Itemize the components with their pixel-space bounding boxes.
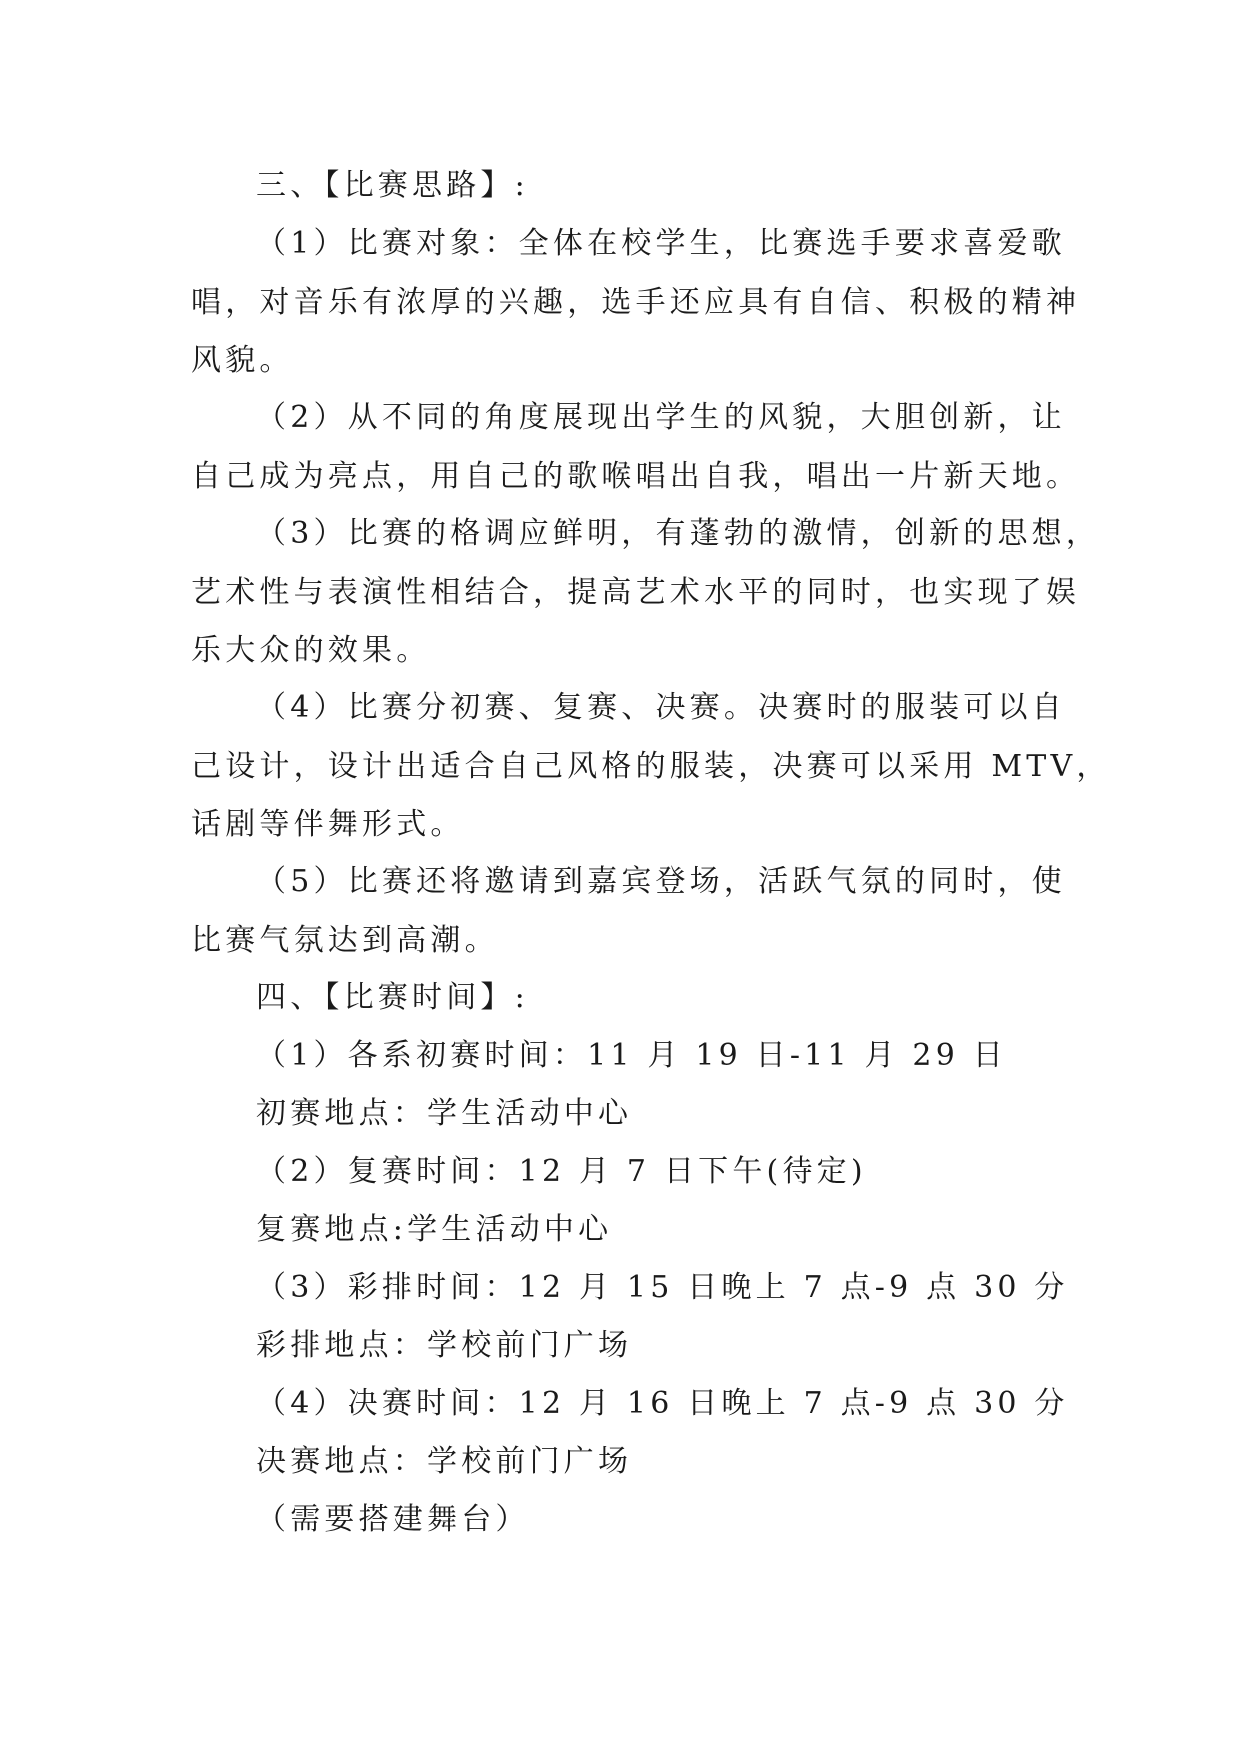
schedule-item-1: （1）各系初赛时间：11 月 19 日-11 月 29 日 bbox=[256, 1038, 1007, 1073]
schedule-item-7: （4）决赛时间：12 月 16 日晚上 7 点-9 点 30 分 bbox=[256, 1386, 1069, 1421]
paragraph-4-line-1: （4）比赛分初赛、复赛、决赛。决赛时的服装可以自 bbox=[256, 690, 1066, 725]
paragraph-2-line-1: （2）从不同的角度展现出学生的风貌，大胆创新，让 bbox=[256, 400, 1066, 435]
paragraph-1-line-3: 风貌。 bbox=[191, 343, 294, 378]
schedule-item-2: 初赛地点：学生活动中心 bbox=[256, 1096, 633, 1131]
paragraph-1-line-2: 唱，对音乐有浓厚的兴趣，选手还应具有自信、积极的精神 bbox=[191, 285, 1081, 320]
paragraph-5-line-2: 比赛气氛达到高潮。 bbox=[191, 923, 499, 958]
paragraph-3-line-3: 乐大众的效果。 bbox=[191, 633, 431, 668]
section-heading-3: 三、【比赛思路】: bbox=[256, 168, 529, 203]
schedule-item-9: （需要搭建舞台） bbox=[256, 1502, 530, 1537]
schedule-item-5: （3）彩排时间：12 月 15 日晚上 7 点-9 点 30 分 bbox=[256, 1270, 1069, 1305]
paragraph-3-line-2: 艺术性与表演性相结合，提高艺术水平的同时，也实现了娱 bbox=[191, 575, 1081, 610]
section-heading-4: 四、【比赛时间】: bbox=[256, 980, 529, 1015]
paragraph-5-line-1: （5）比赛还将邀请到嘉宾登场，活跃气氛的同时，使 bbox=[256, 864, 1066, 899]
paragraph-3-line-1: （3）比赛的格调应鲜明，有蓬勃的激情，创新的思想， bbox=[256, 516, 1101, 551]
schedule-item-3: （2）复赛时间：12 月 7 日下午(待定) bbox=[256, 1154, 867, 1189]
paragraph-1-line-1: （1）比赛对象：全体在校学生，比赛选手要求喜爱歌 bbox=[256, 226, 1066, 261]
paragraph-2-line-2: 自己成为亮点，用自己的歌喉唱出自我，唱出一片新天地。 bbox=[191, 459, 1081, 494]
schedule-item-4: 复赛地点:学生活动中心 bbox=[256, 1212, 613, 1247]
paragraph-4-line-2: 己设计，设计出适合自己风格的服装，决赛可以采用 MTV， bbox=[191, 749, 1111, 784]
schedule-item-8: 决赛地点：学校前门广场 bbox=[256, 1444, 633, 1479]
paragraph-4-line-3: 话剧等伴舞形式。 bbox=[191, 807, 465, 842]
schedule-item-6: 彩排地点：学校前门广场 bbox=[256, 1328, 633, 1363]
